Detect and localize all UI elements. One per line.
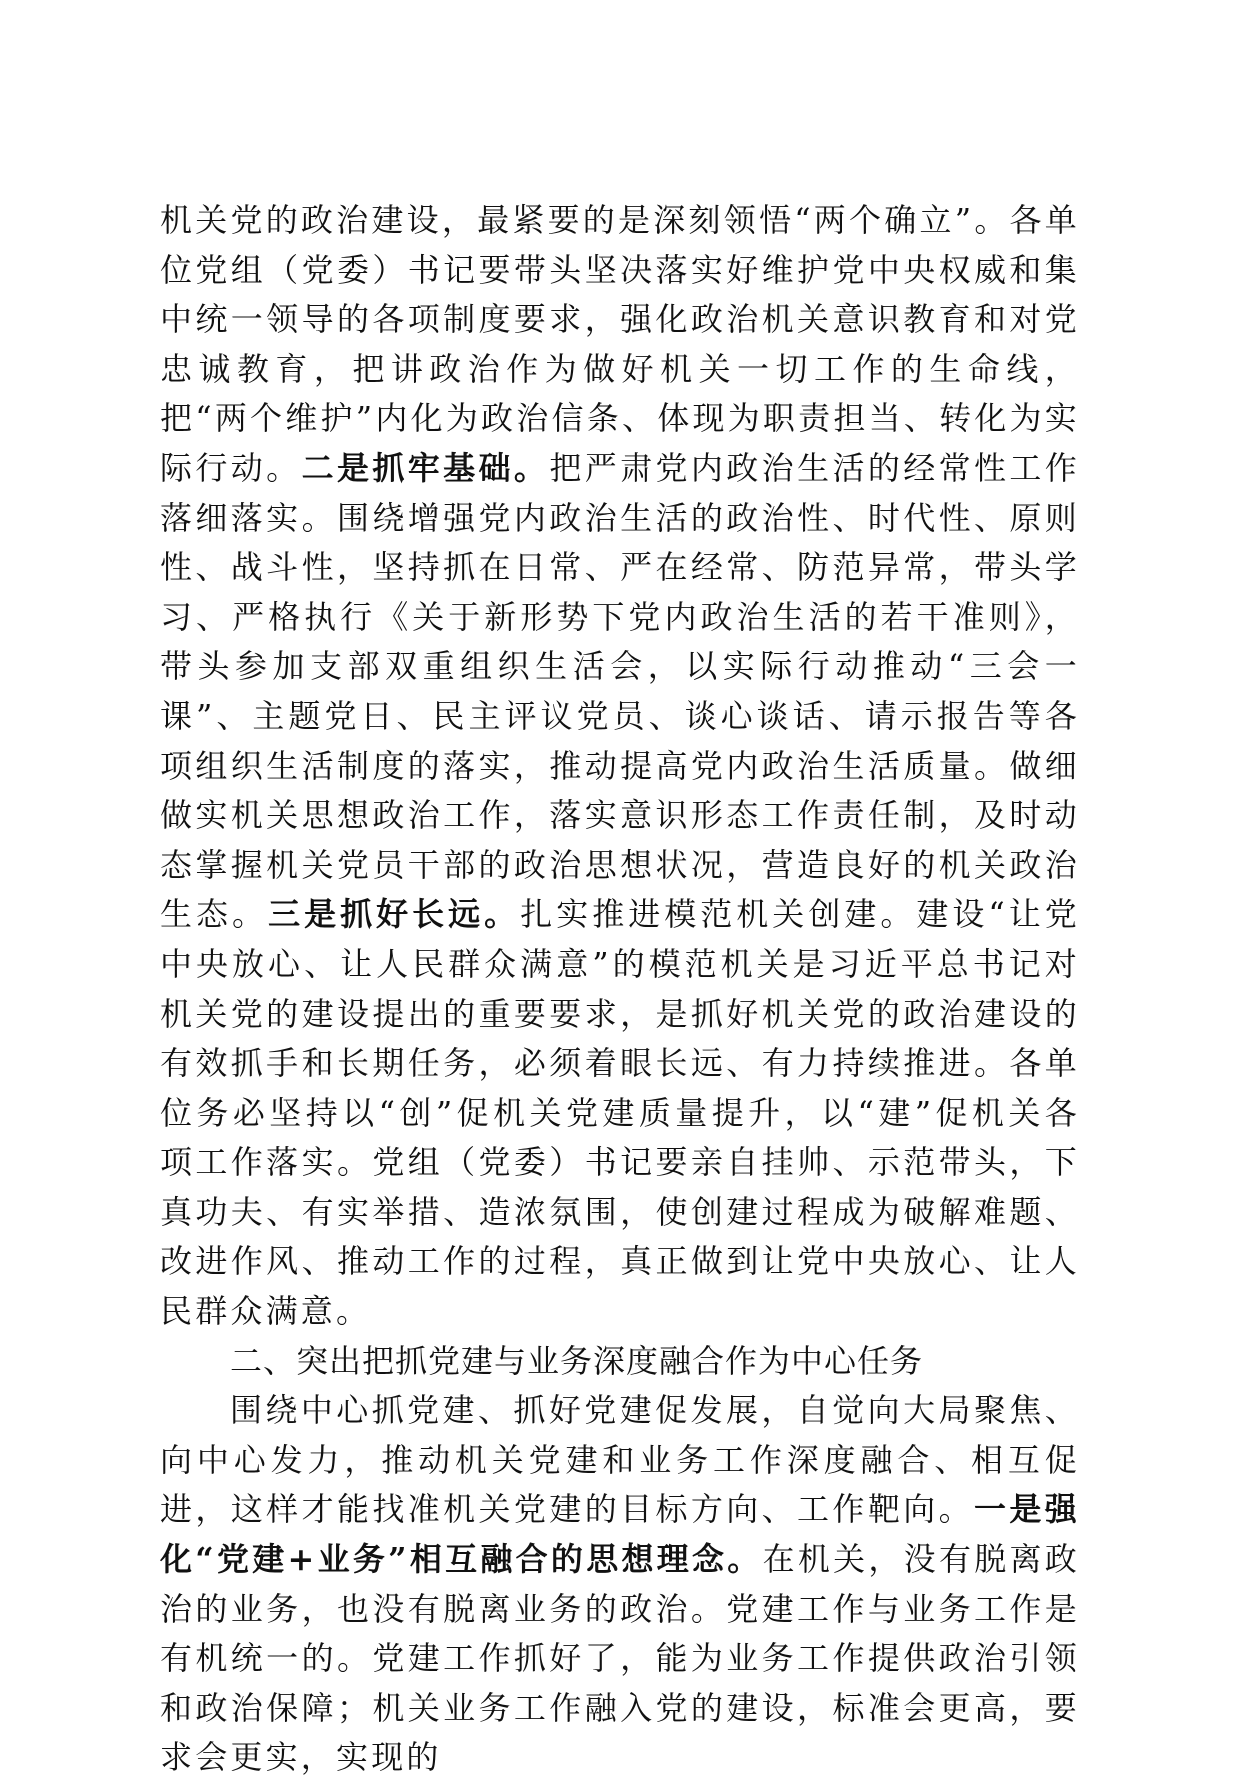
section-heading: 二、突出把抓党建与业务深度融合作为中心任务 (230, 1341, 924, 1380)
paragraph-text: 机关党的政治建设，最紧要的是深刻领悟“两个确立”。各单位党组（党委）书记要带头坚决落实好维护党中央权威和集中统一领导的各项制度要求，强化政治机关意识教育和对党忠诚教育，把讲政治作为做好机关一切工作的生命线，把“两个维护”内化为政治信条、体现为职责担当、转化为实际行动。 (160, 201, 1080, 487)
paragraph-text: 在机关，没有脱离政治的业务，也没有脱离业务的政治。党建工作与业务工作是有机统一的。党建工作抓好了，能为业务工作提供政治引领和政治保障；机关业务工作融入党的建设，标准会更高，要求会更实，实现的 (160, 1540, 1080, 1777)
body-paragraph-1 (160, 196, 1080, 1337)
bold-lead-phrase: 一是强化“党建+业务”相互融合的思想理念。 (160, 1490, 1080, 1579)
bold-lead-phrase: 三是抓好长远。 (268, 895, 521, 934)
document-page (160, 196, 1080, 1783)
paragraph-text: 扎实推进模范机关创建。建设“让党中央放心、让人民群众满意”的模范机关是习近平总书记对机关党的建设提出的重要要求，是抓好机关党的政治建设的有效抓手和长期任务，必须着眼长远、有力持续推进。各单位务必坚持以“创”促机关党建质量提升，以“建”促机关各项工作落实。党组（党委）书记要亲自挂帅、示范带头，下真功夫、有实举措、造浓氛围，使创建过程成为破解难题、改进作风、推动工作的过程，真正做到让党中央放心、让人民群众满意。 (160, 895, 1081, 1331)
body-paragraph-2 (160, 1386, 1080, 1783)
paragraph-text: 围绕中心抓党建、抓好党建促发展，自觉向大局聚焦、向中心发力，推动机关党建和业务工作深度融合、相互促进，这样才能找准机关党建的目标方向、工作靶向。 (160, 1391, 1080, 1529)
bold-lead-phrase: 二是抓牢基础。 (301, 448, 550, 487)
paragraph-text: 把严肃党内政治生活的经常性工作落细落实。围绕增强党内政治生活的政治性、时代性、原则性、战斗性，坚持抓在日常、严在经常、防范异常，带头学习、严格执行《关于新形势下党内政治生活的若干准则》，带头参加支部双重组织生活会，以实际行动推动“三会一课”、主题党日、民主评议党员、谈心谈话、请示报告等各项组织生活制度的落实，推动提高党内政治生活质量。做细做实机关思想政治工作，落实意识形态工作责任制，及时动态掌握机关党员干部的政治思想状况，营造良好的机关政治生态。 (160, 448, 1080, 934)
